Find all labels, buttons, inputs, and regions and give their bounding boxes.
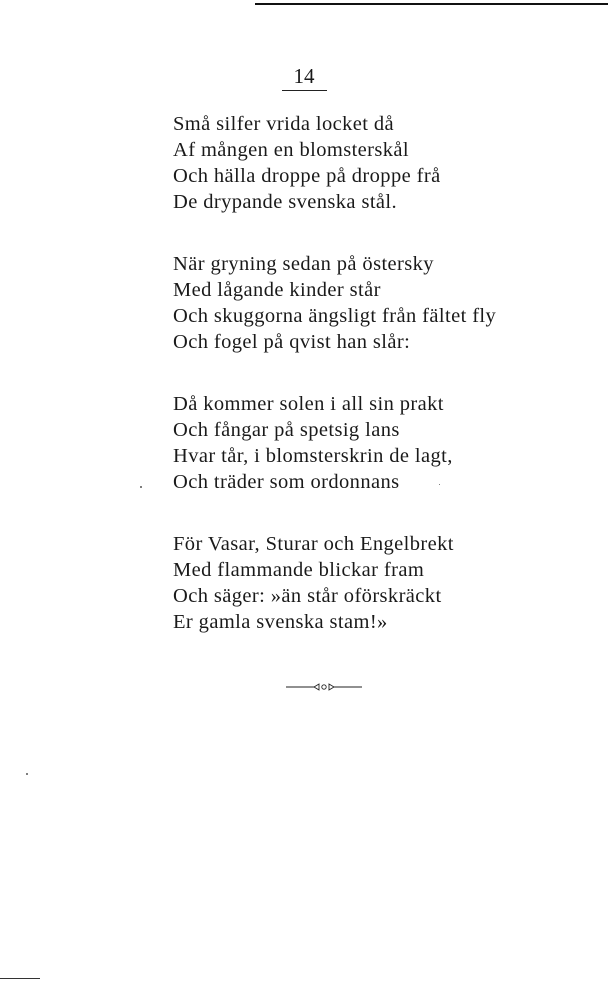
paper-speck <box>140 486 142 488</box>
poem-line: Och hälla droppe på droppe frå <box>173 165 441 187</box>
stanza-4 <box>173 531 603 635</box>
poem-line: När gryning sedan på östersky <box>173 253 434 275</box>
stanza-3 <box>173 391 603 495</box>
poem-line: Hvar tår, i blomsterskrin de lagt, <box>173 445 453 467</box>
page-number <box>0 62 608 90</box>
poem-line: Af mången en blomsterskål <box>173 139 410 161</box>
paper-speck <box>26 773 28 775</box>
paper-speck <box>439 484 440 485</box>
stanza-2 <box>173 251 603 355</box>
poem-line: Då kommer solen i all sin prakt <box>173 393 444 415</box>
poem-line: Med flammande blickar fram <box>173 559 425 581</box>
poem-line: För Vasar, Sturar och Engelbrekt <box>173 533 454 555</box>
poem <box>173 111 603 635</box>
poem-line: Och fogel på qvist han slår: <box>173 331 411 353</box>
poem-line: Med lågande kinder står <box>173 279 381 301</box>
poem-line: Små silfer vrida locket då <box>173 113 395 135</box>
poem-line: Och träder som ordonnans <box>173 471 400 493</box>
poem-line: De drypande svenska stål. <box>173 191 398 213</box>
bottom-edge-rule <box>0 978 40 979</box>
poem-line: Er gamla svenska stam!» <box>173 611 388 633</box>
top-edge-rule <box>255 3 608 5</box>
tailpiece-ornament-icon <box>286 681 362 693</box>
page-number-text: 14 <box>282 64 327 91</box>
poem-line: Och fångar på spetsig lans <box>173 419 400 441</box>
poem-line: Och skuggorna ängsligt från fältet fly <box>173 305 497 327</box>
poem-line: Och säger: »än står oförskräckt <box>173 585 442 607</box>
stanza-1 <box>173 111 603 215</box>
